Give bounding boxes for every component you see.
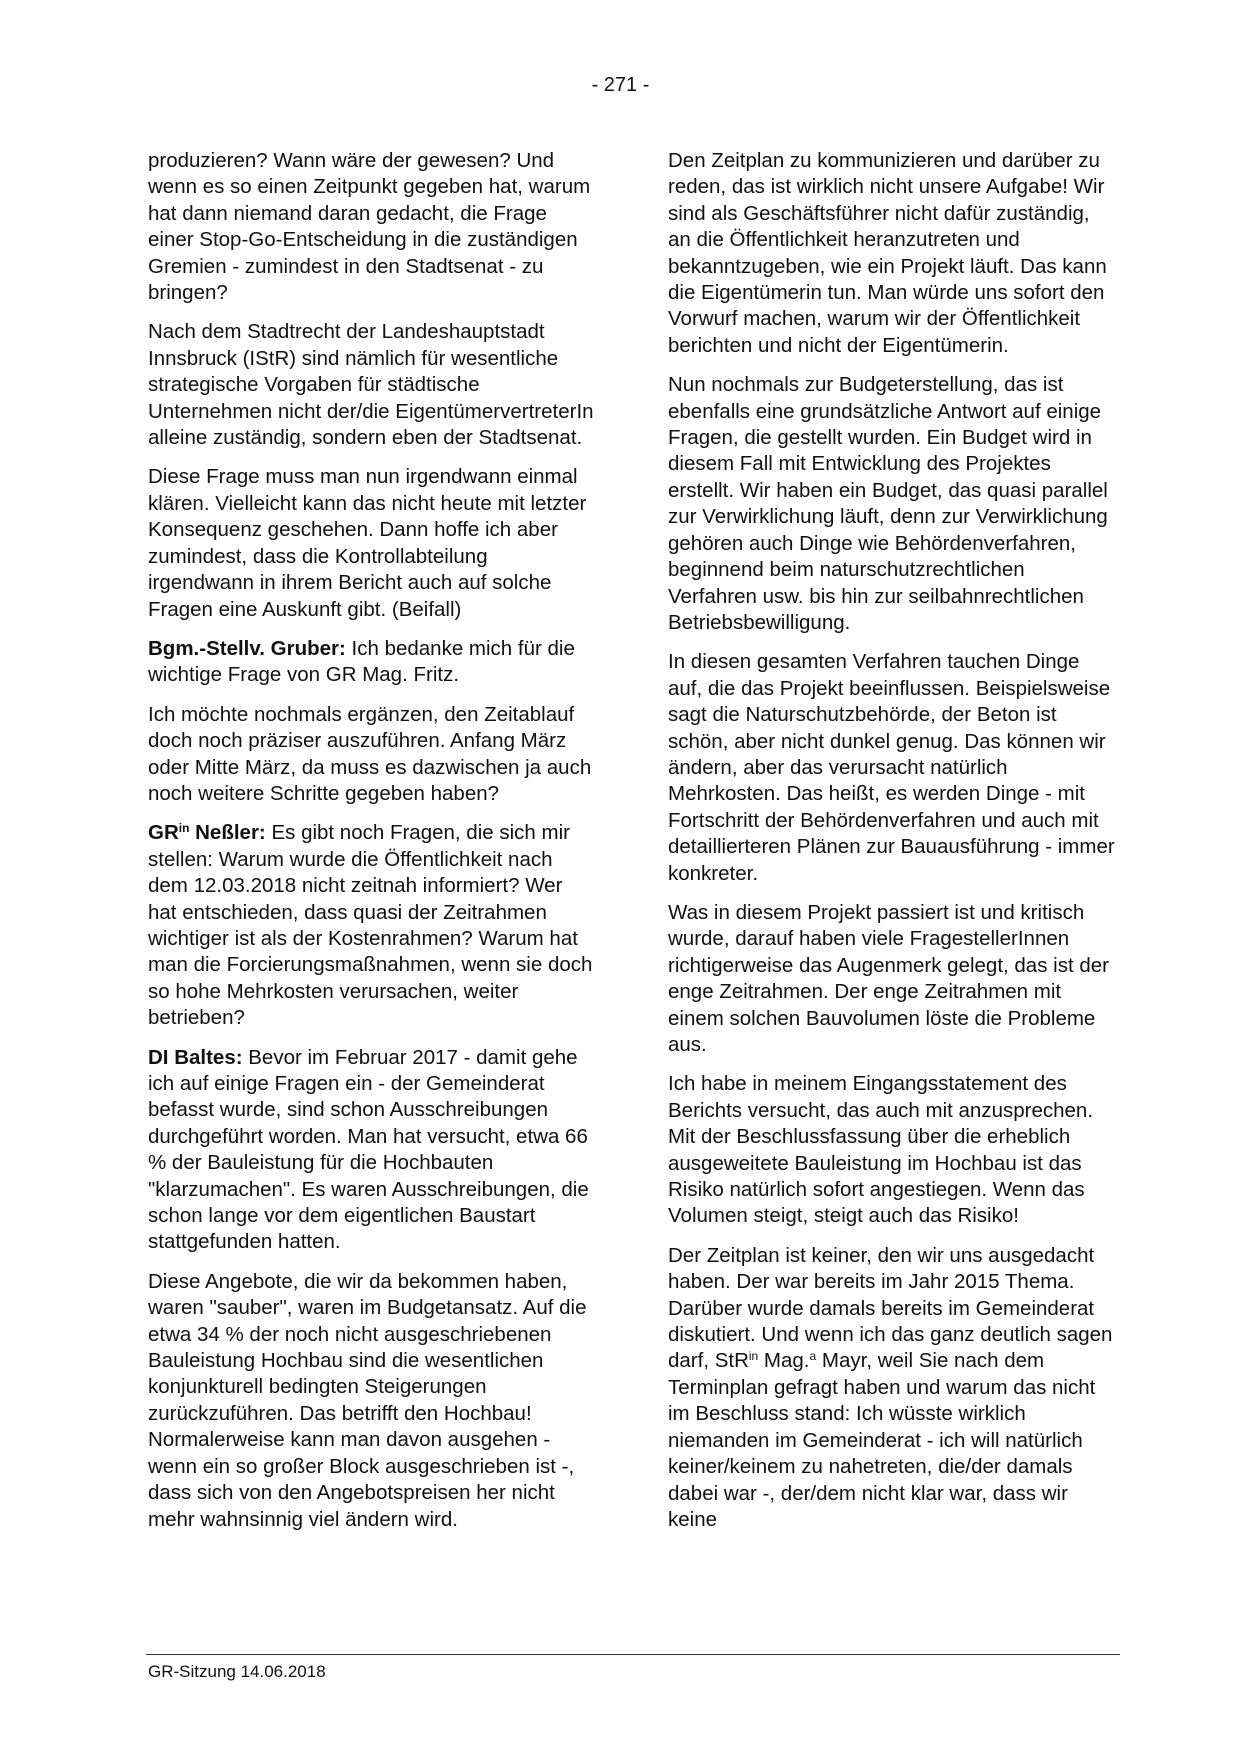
speaker-name: $GR^{in}$ Neßler: [148, 821, 266, 845]
page-number: - 271 - [591, 74, 650, 96]
paragraph: Ich habe in meinem Eingangsstatement des Berichts versucht, das auch mit anzusprechen. Mit der Beschlussfassung über die erheblich ausgeweitete Bauleistung im Hochbau ist das Risiko natürlich sofort angestiegen. Wenn das Volumen steigt, steigt auch das Risiko! [668, 1072, 1094, 1228]
paragraph: produzieren? Wann wäre der gewesen? Und wenn es so einen Zeitpunkt gegeben hat, warum hat dann niemand daran gedacht, die Frage einer Stop-Go-Entscheidung in die zuständigen Gremien - zumindest in den Stadtsenat - zu bringen? [148, 149, 591, 305]
paragraph: Diese Angebote, die wir da bekommen haben, waren "sauber", waren im Budgetansatz. Auf die etwa 34 % der noch nicht ausgeschriebenen Bauleistung Hochbau sind die wesentlichen konjunkturell bedingten Steigerungen zurückzuführen. Das betrifft den Hochbau! Normalerweise kann man davon ausgehen - wenn ein so großer Block ausgeschrieben ist -, dass sich von den Angebotspreisen her nicht mehr wahnsinnig viel ändern wird. [148, 1269, 587, 1531]
right-column [668, 148, 1116, 1546]
paragraph: Nun nochmals zur Budgeterstellung, das ist ebenfalls eine grundsätzliche Antwort auf einige Fragen, die gestellt wurden. Ein Budget wird in diesem Fall mit Entwicklung des Projektes erstellt. Wir haben ein Budget, das quasi parallel zur Verwirklichung läuft, denn zur Verwirklichung gehören auch Dinge wie Behördenverfahren, beginnend beim naturschutzrechtlichen Verfahren usw. bis hin zur seilbahnrechtlichen Betriebsbewilligung. [668, 373, 1108, 634]
paragraph: Was in diesem Projekt passiert ist und kritisch wurde, darauf haben viele FragestellerInnen richtigerweise das Augenmerk gelegt, das ist der enge Zeitrahmen. Der enge Zeitrahmen mit einem solchen Bauvolumen löste die Probleme aus. [668, 900, 1109, 1056]
footer-divider [146, 1654, 1120, 1655]
left-column [148, 148, 595, 1546]
paragraph: Der Zeitplan ist keiner, den wir uns ausgedacht haben. Der war bereits im Jahr 2015 Thema. Darüber wurde damals bereits im Gemeinderat diskutiert. Und wenn ich das ganz deutlich sagen darf, StR$^{in}$ Mag.$^a$ Mayr, weil Sie nach dem Terminplan gefragt haben und warum das nicht im Beschluss stand: Ich wüsste wirklich niemanden im Gemeinderat - ich will natürlich keiner/keinem zu nahetreten, die/der damals dabei war -, der/dem nicht klar war, dass wir keine [668, 1243, 1113, 1531]
paragraph: Nach dem Stadtrecht der Landeshauptstadt Innsbruck (IStR) sind nämlich für wesentliche strategische Vorgaben für städtische Unternehmen nicht der/die EigentümervertreterIn alleine zuständig, sondern eben der Stadtsenat. [148, 320, 594, 450]
paragraph: DI Baltes: Bevor im Februar 2017 - damit gehe ich auf einige Fragen ein - der Gemeinderat befasst wurde, sind schon Ausschreibungen durchgeführt worden. Man hat versucht, etwa 66 % der Bauleistung für die Hochbauten "klarzumachen". Es waren Ausschreibungen, die schon lange vor dem eigentlichen Baustart stattgefunden hatten. [148, 1045, 589, 1254]
paragraph: Bgm.-Stellv. Gruber: Ich bedanke mich für die wichtige Frage von GR Mag. Fritz. [148, 636, 575, 687]
paragraph: Diese Frage muss man nun irgendwann einmal klären. Vielleicht kann das nicht heute mit letzter Konsequenz geschehen. Dann hoffe ich aber zumindest, dass die Kontrollabteilung irgendwann in ihrem Bericht auch auf solche Fragen eine Auskunft gibt. (Beifall) [148, 465, 587, 621]
footer-session-date: GR-Sitzung 14.06.2018 [148, 1662, 326, 1681]
paragraph: In diesen gesamten Verfahren tauchen Dinge auf, die das Projekt beeinflussen. Beispielsweise sagt die Naturschutzbehörde, der Beton ist schön, aber nicht dunkel genug. Das können wir ändern, aber das verursacht natürlich Mehrkosten. Das heißt, es werden Dinge - mit Fortschritt der Behördenverfahren und auch mit detaillierteren Plänen zur Bauausführung - immer konkreter. [668, 650, 1115, 885]
speaker-name: Bgm.-Stellv. Gruber: [148, 636, 346, 660]
paragraph: $GR^{in}$ Neßler: Es gibt noch Fragen, die sich mir stellen: Warum wurde die Öffentlichkeit nach dem 12.03.2018 nicht zeitnah informiert? Wer hat entschieden, dass quasi der Zeitrahmen wichtiger ist als der Kostenrahmen? Warum hat man die Forcierungsmaßnahmen, wenn sie doch so hohe Mehrkosten verursachen, weiter betrieben? [148, 821, 593, 1030]
paragraph: Den Zeitplan zu kommunizieren und darüber zu reden, das ist wirklich nicht unsere Aufgabe! Wir sind als Geschäftsführer nicht dafür zuständig, an die Öffentlichkeit heranzutreten und bekanntzugeben, wie ein Projekt läuft. Das kann die Eigentümerin tun. Man würde uns sofort den Vorwurf machen, warum wir der Öffentlichkeit berichten und nicht der Eigentümerin. [668, 149, 1107, 357]
speaker-name: DI Baltes: [148, 1045, 243, 1069]
paragraph: Ich möchte nochmals ergänzen, den Zeitablauf doch noch präziser auszuführen. Anfang März oder Mitte März, da muss es dazwischen ja auch noch weitere Schritte gegeben haben? [148, 702, 592, 805]
